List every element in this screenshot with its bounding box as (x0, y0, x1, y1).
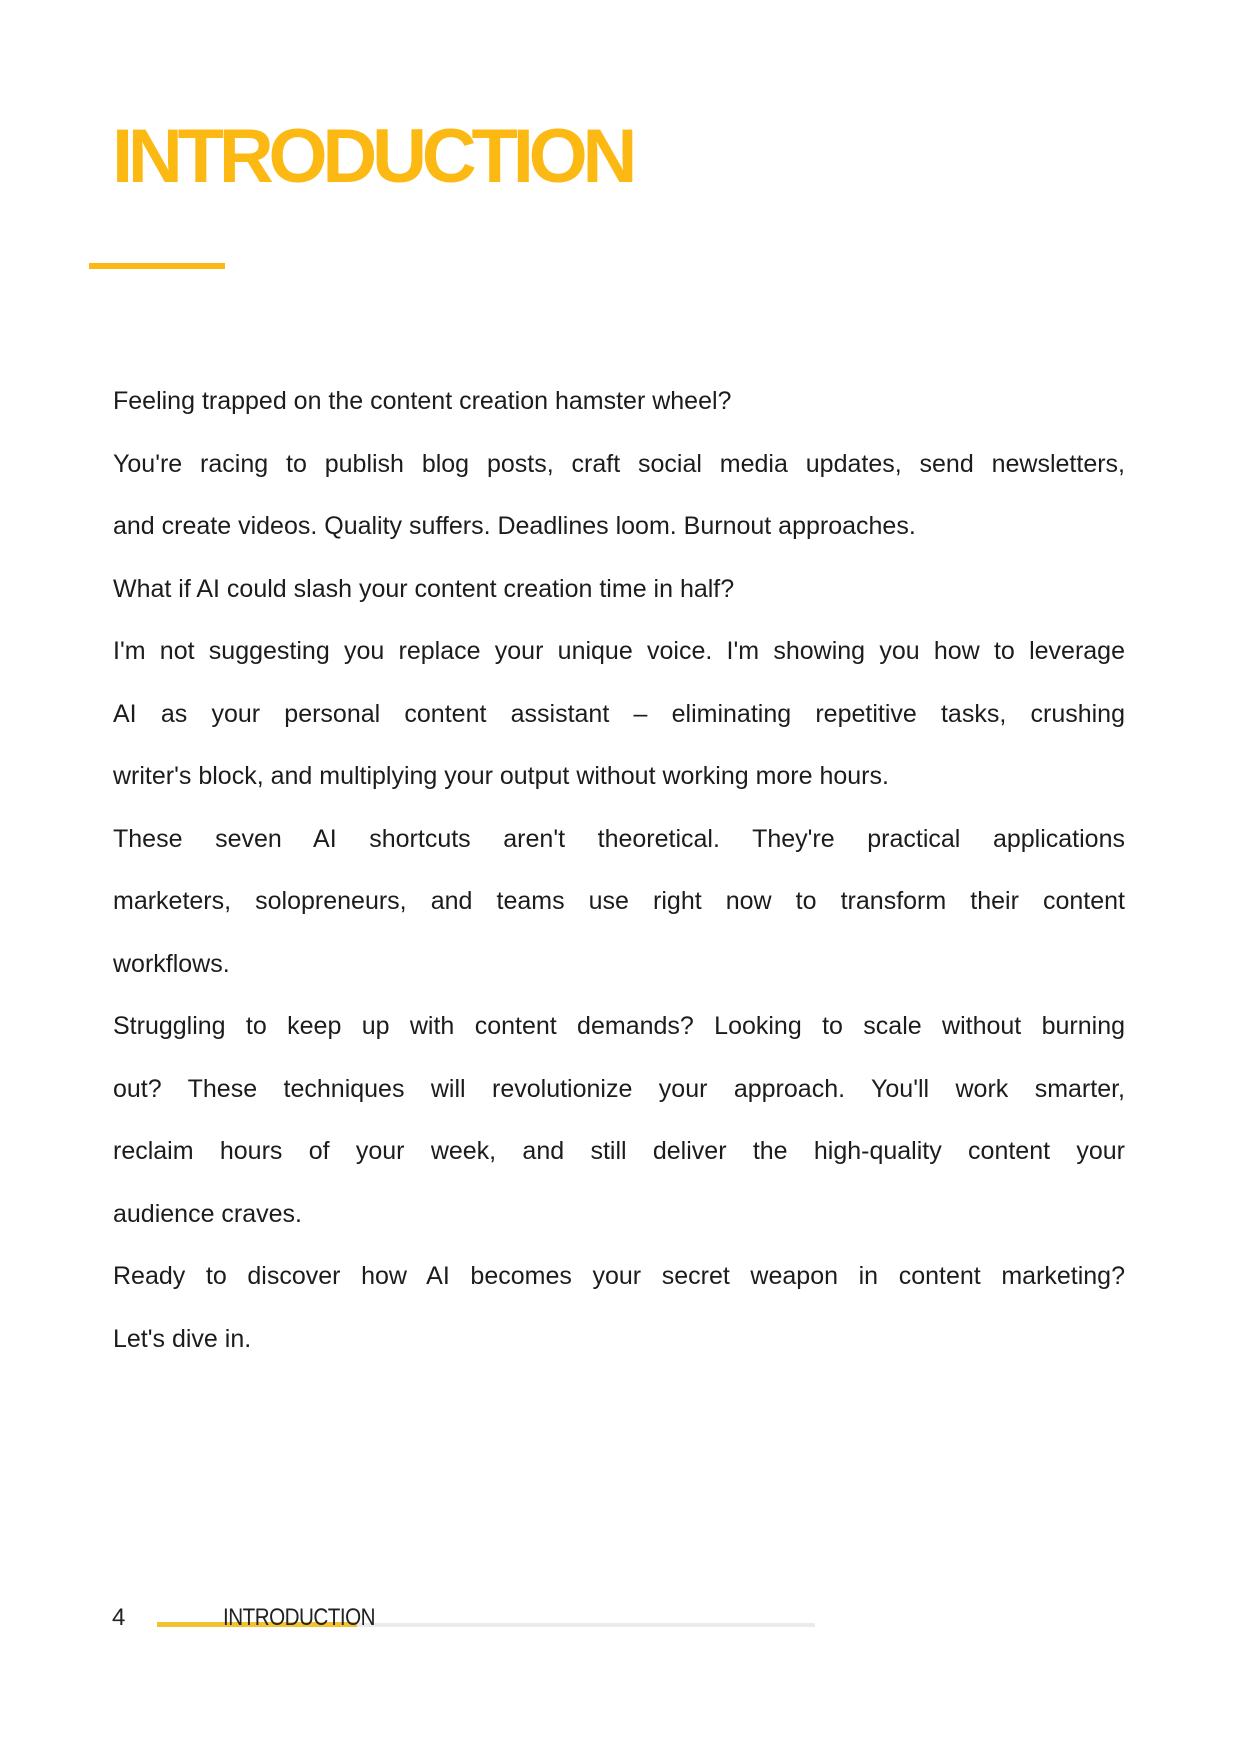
body-line: Feeling trapped on the content creation hamster wheel? (113, 387, 732, 415)
body-line: These seven AI shortcuts aren't theoretical. They're practical applications (113, 824, 1125, 853)
body-line: and create videos. Quality suffers. Deadlines loom. Burnout approaches. (113, 512, 916, 540)
page-number: 4 (112, 1604, 126, 1631)
body-line: reclaim hours of your week, and still deliver the high-quality content your (113, 1137, 1125, 1165)
body-line: writer's block, and multiplying your output without working more hours. (113, 762, 889, 790)
body-line: You're racing to publish blog posts, craft social media updates, send newsletters, (113, 449, 1125, 478)
body-line: audience craves. (113, 1199, 303, 1228)
body-line: I'm not suggesting you replace your unique voice. I'm showing you how to leverage (113, 637, 1125, 665)
body-line: What if AI could slash your content creation time in half? (113, 574, 735, 603)
body-line: AI as your personal content assistant – eliminating repetitive tasks, crushing (113, 699, 1125, 728)
footer-section-label: INTRODUCTION (223, 1604, 376, 1631)
body-line: Struggling to keep up with content demands? Looking to scale without burning (113, 1012, 1125, 1040)
body-line: Let's dive in. (113, 1324, 252, 1353)
title-underline (89, 263, 225, 269)
body-line: Ready to discover how AI becomes your secret weapon in content marketing? (113, 1262, 1125, 1290)
body-line: out? These techniques will revolutionize your approach. You'll work smarter, (113, 1074, 1125, 1103)
body-text (113, 381, 1125, 1381)
page-title: INTRODUCTION (112, 114, 633, 199)
page-footer (0, 1600, 1241, 1640)
body-line: workflows. (113, 949, 230, 978)
body-line: marketers, solopreneurs, and teams use right now to transform their content (113, 887, 1125, 915)
